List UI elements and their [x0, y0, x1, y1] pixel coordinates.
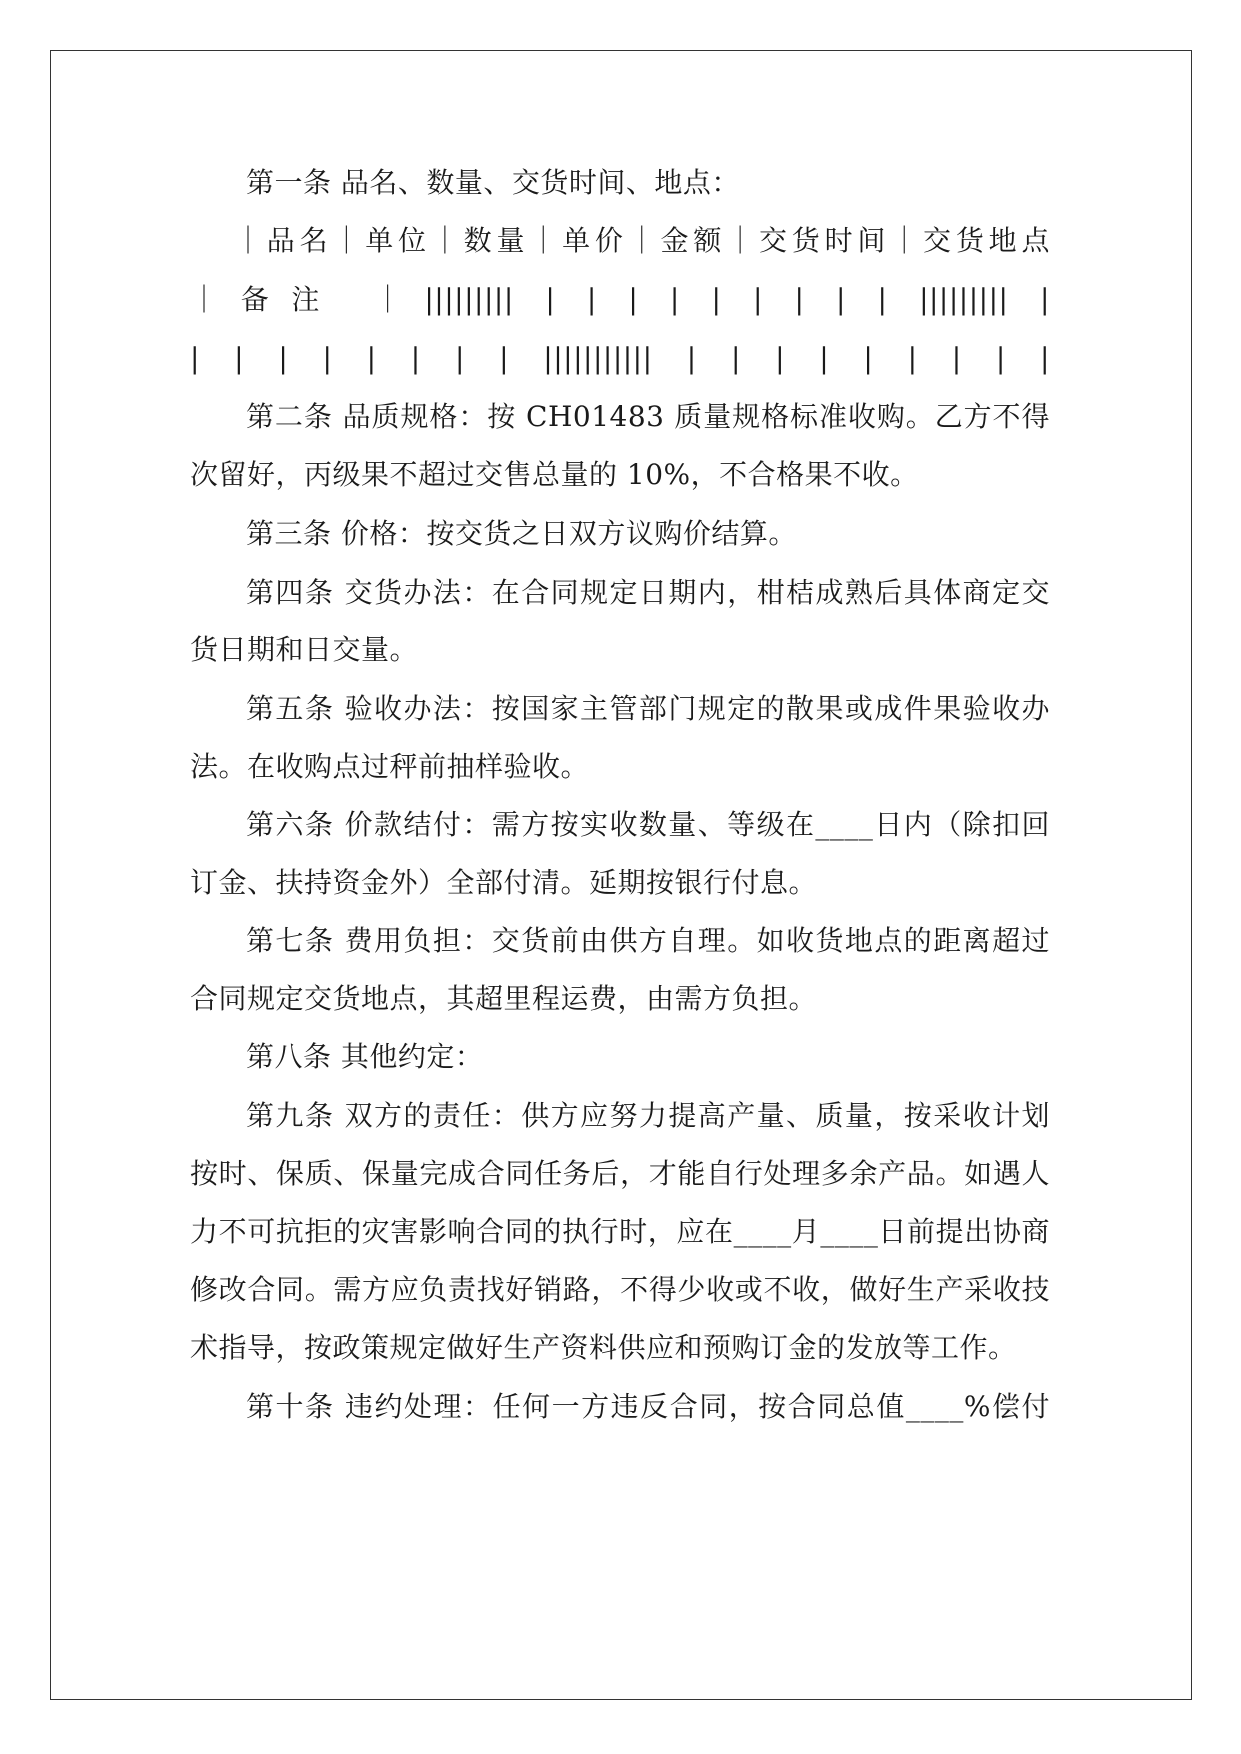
table-header-row: ｜品名｜单位｜数量｜单价｜金额｜交货时间｜交货地点: [234, 224, 1050, 257]
article-7-line-1: 第七条 费用负担：交货前由供方自理。如收货地点的距离超过: [246, 924, 1050, 957]
article-9-line-3: 力不可抗拒的灾害影响合同的执行时，应在____月____日前提出协商: [190, 1215, 1050, 1248]
article-6-line-1: 第六条 价款结付：需方按实收数量、等级在____日内（除扣回: [246, 808, 1050, 841]
article-5-line-2: 法。在收购点过秤前抽样验收。: [190, 750, 590, 783]
article-9-line-4: 修改合同。需方应负责找好销路，不得少收或不收，做好生产采收技: [190, 1273, 1050, 1306]
article-6-line-2: 订金、扶持资金外）全部付清。延期按银行付息。: [190, 866, 818, 899]
article-5-line-1: 第五条 验收办法：按国家主管部门规定的散果或成件果验收办: [246, 692, 1050, 725]
article-4-line-1: 第四条 交货办法：在合同规定日期内，柑桔成熟后具体商定交: [246, 576, 1050, 609]
article-3: 第三条 价格：按交货之日双方议购价结算。: [246, 517, 797, 550]
article-9-line-2: 按时、保质、保量完成合同任务后，才能自行处理多余产品。如遇人: [190, 1157, 1050, 1190]
article-9-line-5: 术指导，按政策规定做好生产资料供应和预购订金的发放等工作。: [190, 1331, 1017, 1364]
article-1-heading: 第一条 品名、数量、交货时间、地点：: [246, 166, 740, 199]
table-row-2: | | | | | | | | ||||||||||| | | | | | | | | |: [190, 342, 1050, 375]
article-2-line-2: 次留好，丙级果不超过交售总量的 10%，不合格果不收。: [190, 458, 919, 491]
article-9-line-1: 第九条 双方的责任：供方应努力提高产量、质量，按采收计划: [246, 1099, 1050, 1132]
article-10-line-1: 第十条 违约处理：任何一方违反合同，按合同总值____%偿付: [246, 1390, 1050, 1423]
article-4-line-2: 货日期和日交量。: [190, 633, 419, 666]
article-8: 第八条 其他约定：: [246, 1040, 484, 1073]
table-row-1: ｜备注 ｜||||||||| | | | | | | | | | ||||||||| |: [190, 283, 1050, 316]
article-7-line-2: 合同规定交货地点，其超里程运费，由需方负担。: [190, 982, 818, 1015]
article-2-line-1: 第二条 品质规格：按 CH01483 质量规格标准收购。乙方不得: [246, 400, 1050, 433]
